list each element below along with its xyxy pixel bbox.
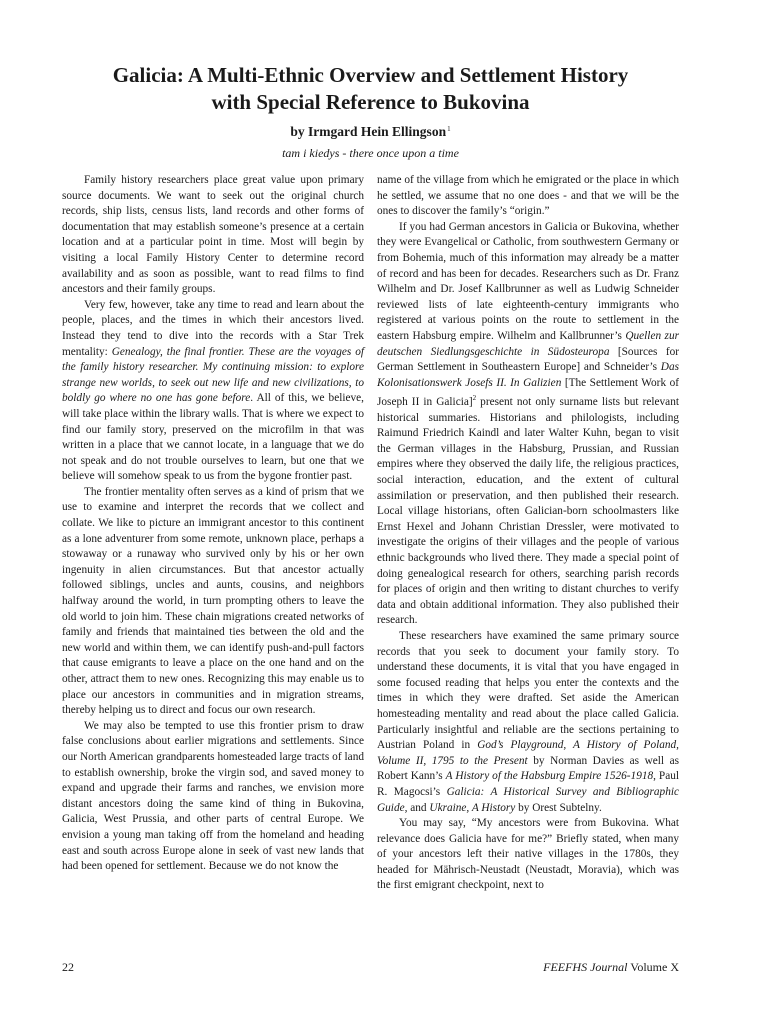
star-trek-quote: Genealogy, the final frontier. These are the voyages of the family history researcher. My continuing mission: to explore strange new worlds, to seek out new life and new civilizations, to boldly go where no one has gone before xyxy=(62,345,364,405)
body-columns xyxy=(62,173,679,894)
author-byline xyxy=(62,124,679,140)
right-column xyxy=(377,173,679,894)
epigraph: tam i kiedys - there once upon a time xyxy=(282,146,459,160)
paragraph: We may also be tempted to use this frontier prism to draw false conclusions about earlier migrations and settlements. Since our North American grandparents homesteaded large tracts of land to establish ownership, broke the virgin sod, and saved money to expand and upgrade their farms and ranches, we envision more distant ancestors doing the same kind of thing in Bukovina, Galicia, West Prussia, and other parts of central Europe. We envision a young man taking off from the homeland and heading east and south across Europe alone in seek of vast new lands that had been opened for settlement. Because we do not know the xyxy=(62,719,364,873)
left-column xyxy=(62,173,364,894)
book-title: A History of the Habsburg Empire 1526-1918 xyxy=(445,770,654,783)
book-title: Galicia: A Historical Survey and Bibliographic Guide, xyxy=(377,785,680,814)
page-footer xyxy=(62,960,679,975)
article-title xyxy=(62,62,679,116)
article-page xyxy=(62,62,679,894)
paragraph: The frontier mentality often serves as a kind of prism that we use to examine and interpret the records that we collect and collate. We like to picture an immigrant ancestor to this continent as a lone adventurer from some remote, unknown place, perhaps a stowaway or a runaway who survived only by his or her own ingenuity in alien circumstances. But that ancestor actually followed siblings, uncles and aunts, cousins, and neighbors halfway around the world, in turn prompting others to leave the old world to join him. These chain migrations created networks of family and friends that maintained ties between the old and the new world and within them, we can identify push-and-pull factors that cause emigrants to leave a place on the one hand and on the other, attract them to new ones. Recognizing this may enable us to place our ancestors in communities and in migration streams, thereby helping us to direct and focus our own research. xyxy=(62,485,364,717)
book-title: Ukraine, A History xyxy=(429,801,516,814)
author-name: by Irmgard Hein Ellingson xyxy=(290,124,447,139)
paragraph: Very few, however, take any time to read and learn about the people, places, and the times in which their ancestors lived. Instead they tend to dive into the records with a Star Trek mentality: Genealogy, the final frontier. These are the voyages of the family history researcher. My continuing mission: to explore strange new worlds, to seek out new life and new civilizations, to boldly go where no one has gone before. All of this, we believe, will take place within the library walls. That is where we expect to find our family story, preserved on the microfilm in that was written in a place that we cannot locate, in a language that we do not speak and do not trouble ourselves to learn, but one that we believe will somehow speak to us from the bygone frontier past. xyxy=(62,298,364,483)
book-title: Das Kolonisationswerk Josefs II. In Galizien xyxy=(377,361,679,389)
book-title: Quellen zur deutschen Siedlungsgeschichte in Südosteuropa xyxy=(377,329,679,358)
title-line-2: with Special Reference to Bukovina xyxy=(211,90,530,114)
paragraph: Family history researchers place great value upon primary source documents. We want to seek out the original church records, ship lists, census lists, land records and other forms of documentation that may establish someone’s presence at a certain location and at a particular point in time. Most will begin by visiting a local Family History Center to determine record availability and as soon as possible, want to read films to find ancestors and their family groups. xyxy=(62,174,364,296)
footnote-ref-2[interactable]: 2 xyxy=(472,394,477,403)
paragraph: You may say, “My ancestors were from Bukovina. What relevance does Galicia have for me?” Briefly stated, when many of your ancestors left their native villages in the 1780s, they headed for Mährisch-Neustadt (Neustadt, Moravia), which was the first emigrant checkpoint, next to xyxy=(377,817,679,892)
footnote-ref-1[interactable]: 1 xyxy=(447,124,451,133)
page-number: 22 xyxy=(62,960,74,974)
paragraph: These researchers have examined the same primary source records that you seek to document your family story. To understand these documents, it is vital that you have engaged in some focused reading that helps you enter the contexts and the times in which they were drafted. Set aside the American homesteading mentality and read about the place called Galicia. Particularly insightful and reliable are the sections pertaining to Austrian Poland in God’s Playground, A History of Poland, Volume II, 1795 to the Present by Norman Davies as well as Robert Kann’s A History of the Habsburg Empire 1526-1918, Paul R. Magocsi’s Galicia: A Historical Survey and Bibliographic Guide, and Ukraine, A History by Orest Subtelny. xyxy=(377,629,680,814)
journal-name: FEEFHS Journal Volume X xyxy=(543,960,679,974)
paragraph-continued: name of the village from which he emigrated or the place in which he settled, we assume that no one does - and that we will be the ones to discover the family’s “origin.” xyxy=(377,174,679,218)
paragraph: If you had German ancestors in Galicia or Bukovina, whether they were Evangelical or Catholic, from southwestern Germany or from Bohemia, much of this information may already be a matter of record and has been for decades. Researchers such as Dr. Franz Wilhelm and Dr. Josef Kallbrunner as well as Ludwig Schneider reviewed lists of late eighteenth-century immigrants who registered at various points on the route to settlement in the eastern Habsburg empire. Wilhelm and Kallbrunner’s Quellen zur deutschen Siedlungsgeschichte in Südosteuropa [Sources for German Settlement in Southeastern Europe] and Schneider’s Das Kolonisationswerk Josefs II. In Galizien [The Settlement Work of Joseph II in Galicia]$^2$ present not only surname lists but relevant historical summaries. Historians and philologists, including Raimund Friedrich Kaindl and later Walter Kuhn, began to visit the German villages in the Habsburg, Prussian, and Russian empires where they observed the daily life, the religious practices, social interaction, education, and the extent of cultural assimilation or preservation, and then published their research. Local village historians, often Galician-born schoolmasters like Ernst Hexel and Johann Christian Dressler, were motivated to investigate the origins of their villages and the people of various ethnic backgrounds who lived there. They made a special point of doing genealogical research for others, searching parish records for places of origin and then writing to distant churches to verify data and obtain additional information. They also published their research. xyxy=(377,220,679,627)
title-line-1: Galicia: A Multi-Ethnic Overview and Settlement History xyxy=(112,63,629,87)
book-title: God’s Playground, A History of Poland, Volume II, 1795 to the Present xyxy=(377,739,680,767)
